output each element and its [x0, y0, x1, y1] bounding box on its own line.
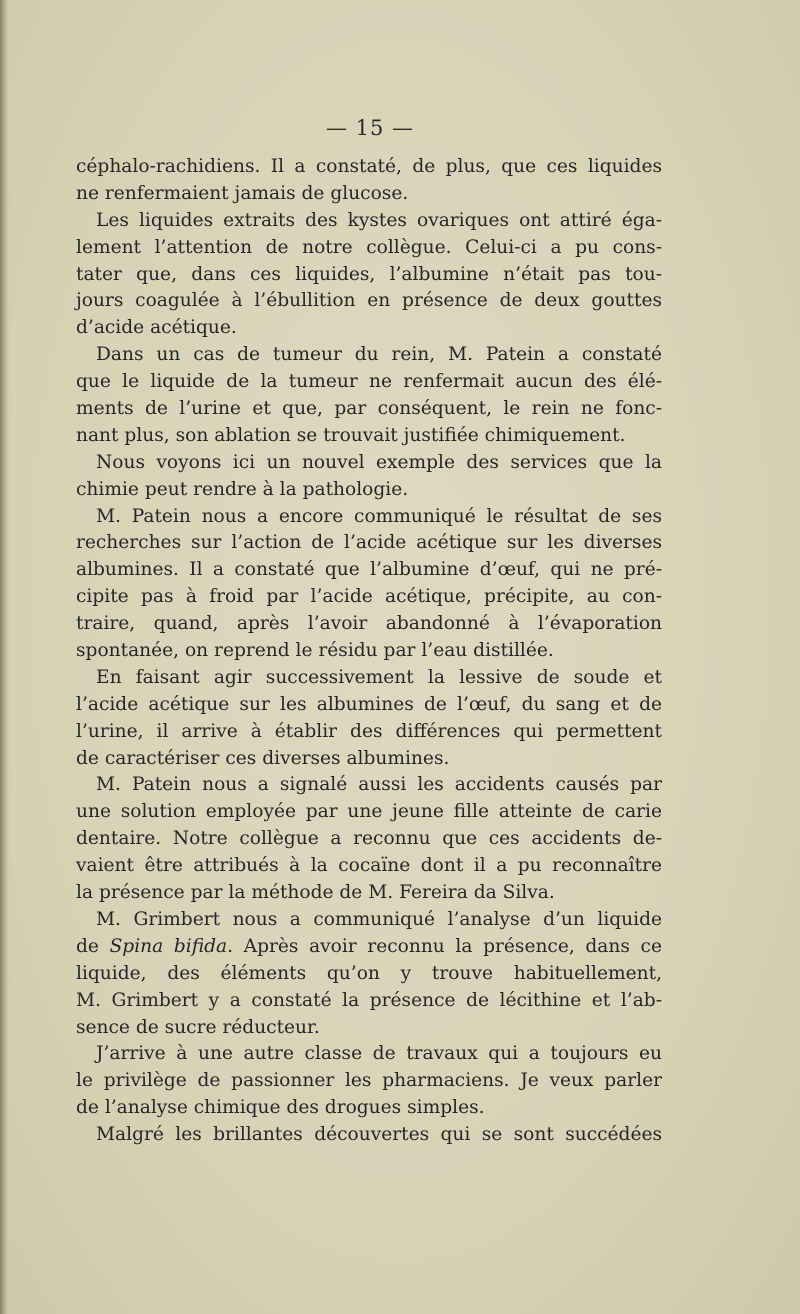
page-gutter	[0, 0, 9, 1314]
text-line: lement l’attention de notre collègue. Celui-ci a pu cons-	[76, 236, 662, 258]
text-line: une solution employée par une jeune fille atteinte de carie	[76, 801, 662, 823]
text-line: M. Patein nous a signalé aussi les accidents causés par	[96, 774, 662, 796]
text-line: la présence par la méthode de M. Fereira da Silva.	[76, 882, 555, 904]
text-line: albumines. Il a constaté que l’albumine d’œuf, qui ne pré-	[76, 559, 662, 581]
text-line: sence de sucre réducteur.	[76, 1016, 320, 1038]
text-line: de l’analyse chimique des drogues simples.	[76, 1097, 485, 1119]
text-line: de caractériser ces diverses albumines.	[76, 747, 450, 769]
text-line: liquide, des éléments qu’on y trouve habituellement,	[76, 962, 662, 984]
text-line: dentaire. Notre collègue a reconnu que ces accidents de-	[76, 828, 662, 850]
text-segment: de	[76, 935, 110, 957]
text-line: traire, quand, après l’avoir abandonné à l’évaporation	[76, 613, 662, 635]
text-line: ments de l’urine et que, par conséquent, le rein ne fonc-	[76, 398, 662, 420]
text-line: cipite pas à froid par l’acide acétique, précipite, au con-	[76, 586, 662, 608]
text-line: spontanée, on reprend le résidu par l’eau distillée.	[76, 640, 554, 662]
text-line: vaient être attribués à la cocaïne dont il a pu reconnaître	[76, 855, 662, 877]
text-line: M. Grimbert nous a communiqué l’analyse d’un liquide	[96, 908, 662, 930]
text-line: l’acide acétique sur les albumines de l’œuf, du sang et de	[76, 693, 662, 715]
text-line: d’acide acétique.	[76, 317, 237, 339]
text-line: chimie peut rendre à la pathologie.	[76, 478, 409, 500]
text-line: recherches sur l’action de l’acide acétique sur les diverses	[76, 532, 662, 554]
text-line: céphalo-rachidiens. Il a constaté, de plus, que ces liquides	[76, 156, 662, 177]
text-line: nant plus, son ablation se trouvait justifiée chimiquement.	[76, 424, 626, 446]
text-line: ne renfermaient jamais de glucose.	[76, 182, 409, 204]
text-line: que le liquide de la tumeur ne renfermait aucun des élé-	[76, 371, 662, 393]
text-segment: . Après avoir reconnu la présence, dans ce	[227, 935, 662, 957]
text-line: J’arrive à une autre classe de travaux qui a toujours eu	[96, 1043, 662, 1065]
text-line: M. Patein nous a encore communiqué le résultat de ses	[96, 505, 662, 527]
text-line	[76, 934, 662, 961]
text-line: Nous voyons ici un nouvel exemple des services que la	[96, 451, 662, 473]
text-line: le privilège de passionner les pharmaciens. Je veux parler	[76, 1070, 662, 1092]
italic-term: Spina bifida	[109, 935, 228, 957]
body-text	[76, 154, 662, 1149]
text-line: jours coagulée à l’ébullition en présence de deux gouttes	[76, 290, 662, 312]
page-number: — 15 —	[325, 116, 415, 140]
text-line: M. Grimbert y a constaté la présence de lécithine et l’ab-	[76, 989, 662, 1011]
text-line: Les liquides extraits des kystes ovariques ont attiré éga-	[96, 209, 662, 231]
text-line: l’urine, il arrive à établir des différences qui permettent	[76, 720, 662, 742]
text-line: tater que, dans ces liquides, l’albumine n’était pas tou-	[76, 263, 662, 285]
text-line: En faisant agir successivement la lessive de soude et	[96, 666, 662, 688]
text-line: Dans un cas de tumeur du rein, M. Patein a constaté	[96, 344, 662, 366]
text-line: Malgré les brillantes découvertes qui se sont succédées	[96, 1124, 662, 1146]
